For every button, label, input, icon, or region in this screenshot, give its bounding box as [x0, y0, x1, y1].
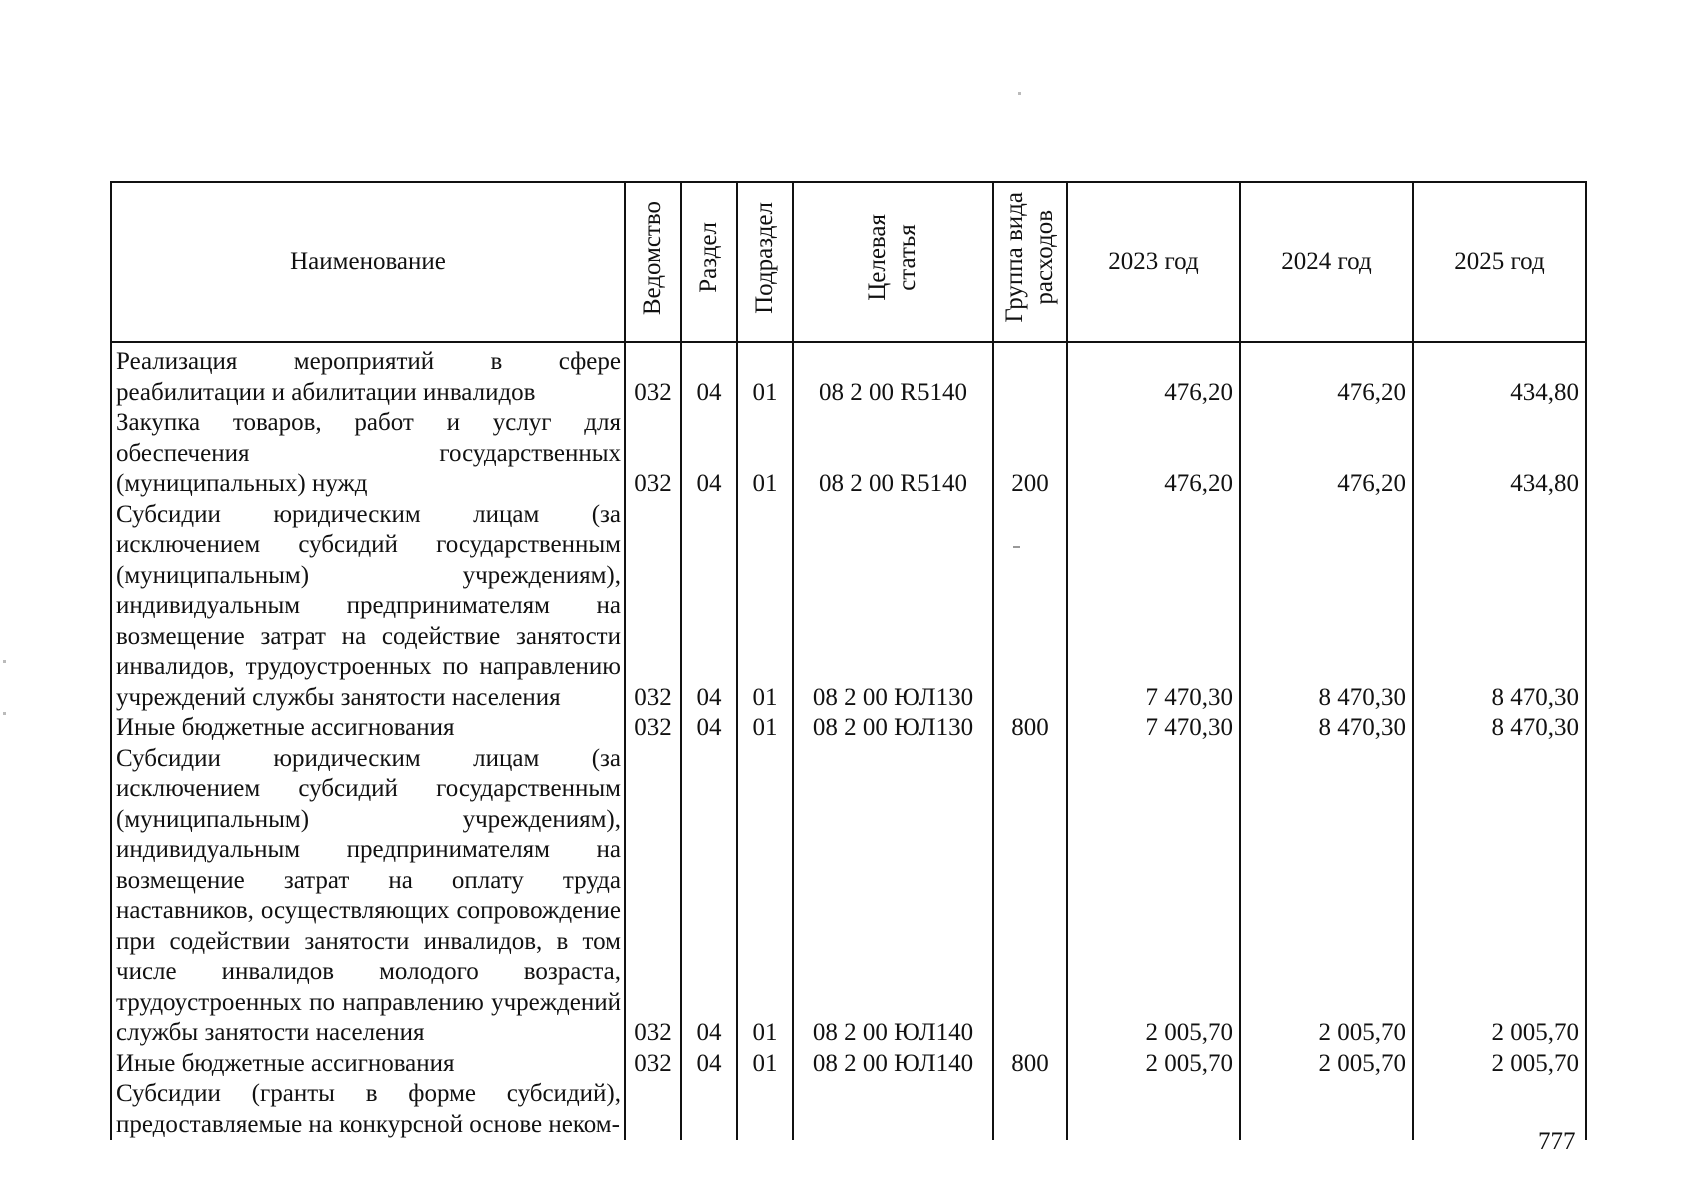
row-group: 800: [993, 713, 1067, 744]
row-vedomstvo: 032: [625, 500, 681, 714]
header-2023: [1067, 182, 1240, 342]
row-2024: [1240, 1079, 1413, 1140]
row-podrazdel: 01: [737, 500, 793, 714]
row-2025: 2 005,70: [1413, 744, 1586, 1049]
row-target: 08 2 00 ЮЛ140: [793, 744, 993, 1049]
row-podrazdel: 01: [737, 713, 793, 744]
header-2024: [1240, 182, 1413, 342]
row-razdel: [681, 1079, 737, 1140]
row-name: Реализация мероприятий в сфере реабилитации и абилитации инвалидов: [111, 342, 625, 408]
row-name: Субсидии (гранты в форме субсидий), предоставляемые на конкурсной основе неком-: [111, 1079, 625, 1140]
row-razdel: 04: [681, 1049, 737, 1080]
table-row: [111, 713, 1586, 744]
row-group: 200: [993, 408, 1067, 500]
row-target: 08 2 00 ЮЛ130: [793, 500, 993, 714]
row-2023: 476,20: [1067, 342, 1240, 408]
header-razdel: [681, 182, 737, 342]
header-podrazdel-label: Подраздел: [751, 201, 778, 314]
row-razdel: 04: [681, 408, 737, 500]
row-target: 08 2 00 ЮЛ130: [793, 713, 993, 744]
row-vedomstvo: 032: [625, 408, 681, 500]
row-2024: 476,20: [1240, 408, 1413, 500]
row-2025: 8 470,30: [1413, 713, 1586, 744]
row-2025: 8 470,30: [1413, 500, 1586, 714]
row-2023: [1067, 1079, 1240, 1140]
row-target: 08 2 00 R5140: [793, 408, 993, 500]
table-row: [111, 744, 1586, 1049]
row-podrazdel: 01: [737, 1049, 793, 1080]
header-celevaya-statya: [793, 182, 993, 342]
row-target: [793, 1079, 993, 1140]
row-2023: 7 470,30: [1067, 713, 1240, 744]
row-vedomstvo: 032: [625, 713, 681, 744]
row-group: [993, 342, 1067, 408]
row-razdel: 04: [681, 500, 737, 714]
row-target: 08 2 00 ЮЛ140: [793, 1049, 993, 1080]
row-podrazdel: 01: [737, 342, 793, 408]
row-2025: 2 005,70: [1413, 1049, 1586, 1080]
row-podrazdel: 01: [737, 744, 793, 1049]
header-2025-label: 2025 год: [1454, 247, 1545, 275]
table-row: [111, 1079, 1586, 1140]
row-name: Закупка товаров, работ и услуг для обеспечения государственных (муниципальных) нужд: [111, 408, 625, 500]
row-group: 800: [993, 1049, 1067, 1080]
row-vedomstvo: [625, 1079, 681, 1140]
header-vedomstvo-label: Ведомство: [639, 200, 666, 315]
row-name: Иные бюджетные ассигнования: [111, 1049, 625, 1080]
row-vedomstvo: 032: [625, 342, 681, 408]
row-vedomstvo: 032: [625, 1049, 681, 1080]
header-name: [111, 182, 625, 342]
row-2024: 8 470,30: [1240, 713, 1413, 744]
table-row: [111, 408, 1586, 500]
table-row: [111, 1049, 1586, 1080]
table-row: [111, 500, 1586, 714]
row-group: [993, 744, 1067, 1049]
header-gruppa-label: Группа вида расходов: [1001, 192, 1058, 324]
row-2024: 8 470,30: [1240, 500, 1413, 714]
row-podrazdel: 01: [737, 408, 793, 500]
row-vedomstvo: 032: [625, 744, 681, 1049]
page-number: 777: [1538, 1128, 1576, 1155]
row-2025: 434,80: [1413, 342, 1586, 408]
row-2023: 7 470,30: [1067, 500, 1240, 714]
row-group: [993, 1079, 1067, 1140]
scan-dot-mark: [3, 660, 6, 663]
budget-table: [110, 181, 1587, 1140]
header-2023-label: 2023 год: [1108, 247, 1199, 275]
header-2025: [1413, 182, 1586, 342]
row-2025: 434,80: [1413, 408, 1586, 500]
header-podrazdel: [737, 182, 793, 342]
row-group: [993, 500, 1067, 714]
table-header-row: [111, 182, 1586, 342]
header-2024-label: 2024 год: [1281, 247, 1372, 275]
row-2024: 2 005,70: [1240, 744, 1413, 1049]
row-name: Субсидии юридическим лицам (за исключением субсидий государственным (муниципальным) учреждениям), индивидуальным предпринимателям на возмещение затрат на оплату труда наставников, осуществляющих сопровождение при содействии занятости инвалидов, в том числе инвалидов молодого возраста, трудоустроенных по направлению учреждений службы занятости населения: [111, 744, 625, 1049]
row-name: Иные бюджетные ассигнования: [111, 713, 625, 744]
row-2023: 476,20: [1067, 408, 1240, 500]
row-razdel: 04: [681, 342, 737, 408]
row-2023: 2 005,70: [1067, 1049, 1240, 1080]
header-celevaya-statya-label: Целевая статья: [864, 214, 921, 302]
row-2024: 2 005,70: [1240, 1049, 1413, 1080]
row-podrazdel: [737, 1079, 793, 1140]
row-2023: 2 005,70: [1067, 744, 1240, 1049]
header-vedomstvo: [625, 182, 681, 342]
scan-dot-mark: [3, 712, 6, 715]
row-2024: 476,20: [1240, 342, 1413, 408]
row-target: 08 2 00 R5140: [793, 342, 993, 408]
row-razdel: 04: [681, 744, 737, 1049]
scan-dash-mark: [1013, 546, 1020, 548]
scan-dot-mark: [1018, 92, 1021, 95]
row-razdel: 04: [681, 713, 737, 744]
header-gruppa-vida-rashodov: [993, 182, 1067, 342]
header-name-label: Наименование: [290, 247, 446, 275]
row-name: Субсидии юридическим лицам (за исключением субсидий государственным (муниципальным) учреждениям), индивидуальным предпринимателям на возмещение затрат на содействие занятости инвалидов, трудоустроенных по направлению учреждений службы занятости населения: [111, 500, 625, 714]
table-row: [111, 342, 1586, 408]
header-razdel-label: Раздел: [695, 222, 722, 294]
